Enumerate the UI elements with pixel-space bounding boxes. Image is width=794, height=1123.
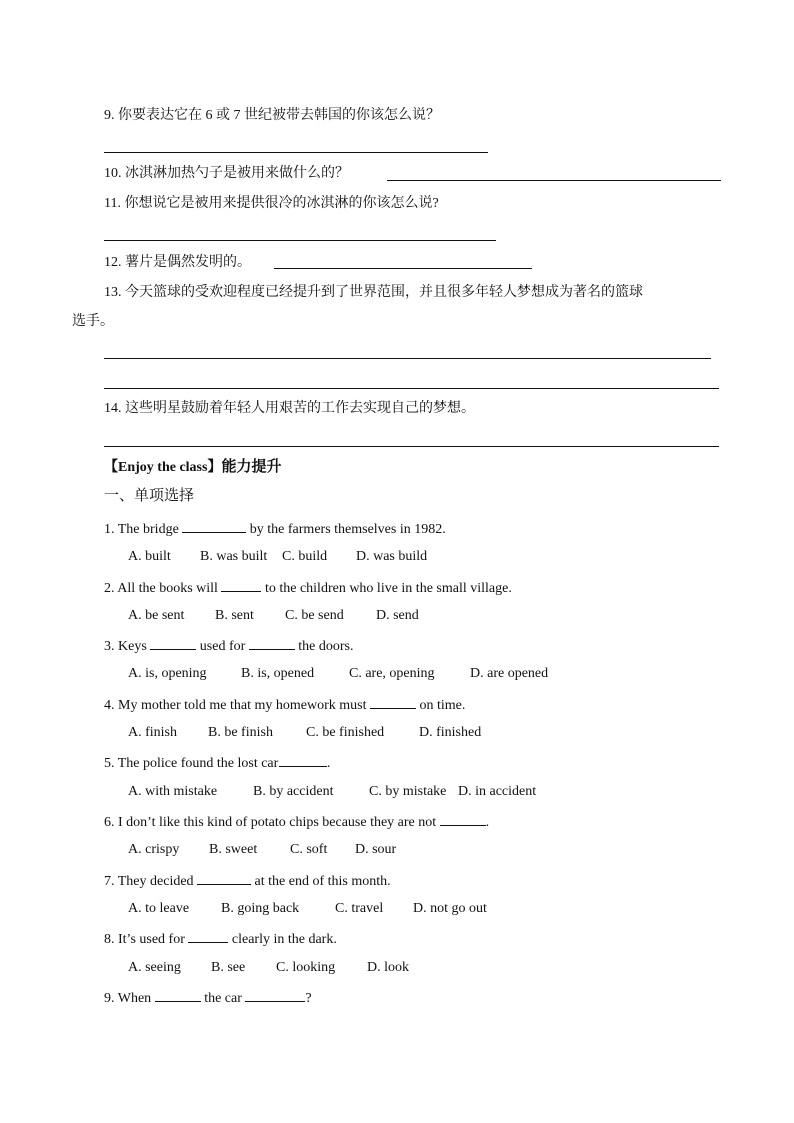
question-2-stem-before: 2. All the books will [104,581,218,596]
question-9-blank-2[interactable] [245,987,305,1002]
question-6-options [128,840,396,860]
question-3 [104,635,354,657]
question-1-option-b[interactable]: B. was built [200,549,268,564]
question-7-option-d[interactable]: D. not go out [413,901,487,916]
question-2-stem-after: to the children who live in the small village. [264,581,512,596]
question-7 [104,870,391,892]
question-4-option-a[interactable]: A. finish [128,725,177,740]
translation-q10 [104,164,349,184]
question-7-options [128,899,487,919]
answer-line-q12[interactable] [274,268,532,269]
answer-line-q11[interactable] [104,240,496,241]
question-1-option-a[interactable]: A. built [128,549,171,564]
question-7-option-b[interactable]: B. going back [221,901,300,916]
question-1-blank[interactable] [182,518,246,533]
answer-line-q13-b[interactable] [104,388,719,389]
question-8-option-b[interactable]: B. see [211,960,246,975]
question-1-stem-after: by the farmers themselves in 1982. [249,522,446,537]
section-header-cn: 能力提升 [221,459,282,475]
question-3-options [128,664,548,684]
question-6-stem-before: 6. I don’t like this kind of potato chips because they are not [104,815,437,830]
question-3-stem-mid: used for [199,639,246,654]
question-1-options [128,547,427,567]
question-4-option-d[interactable]: D. finished [419,725,482,740]
question-8-stem-after: clearly in the dark. [231,932,337,947]
question-7-option-c[interactable]: C. travel [335,901,384,916]
question-5-options [128,782,536,802]
question-5-blank[interactable] [279,752,327,767]
question-4-stem-before: 4. My mother told me that my homework must [104,698,367,713]
question-6-option-a[interactable]: A. crispy [128,842,180,857]
question-3-stem-before: 3. Keys [104,639,147,654]
question-3-option-b[interactable]: B. is, opened [241,666,315,681]
question-8-blank[interactable] [188,928,228,943]
question-6-stem-after: . [485,815,490,830]
question-6-option-c[interactable]: C. soft [290,842,328,857]
section-header-en: Enjoy the class [118,460,208,475]
answer-line-q9[interactable] [104,152,488,153]
question-4-blank[interactable] [370,694,416,709]
question-7-option-a[interactable]: A. to leave [128,901,190,916]
question-9-stem-after: ? [305,991,312,1006]
question-1-option-c[interactable]: C. build [282,549,328,564]
question-8-option-d[interactable]: D. look [367,960,409,975]
question-4-stem-after: on time. [419,698,466,713]
translation-q13-line2: 选手。 [72,314,114,329]
question-5-stem-after: . [326,756,331,771]
question-6-option-b[interactable]: B. sweet [209,842,258,857]
question-9-blank-1[interactable] [155,987,201,1002]
question-2-blank[interactable] [221,577,261,592]
answer-line-q13-a[interactable] [104,358,711,359]
question-7-stem-after: at the end of this month. [254,874,391,889]
question-5-option-c[interactable]: C. by mistake [369,784,447,799]
question-8-stem-before: 8. It’s used for [104,932,185,947]
question-3-stem-after: the doors. [298,639,354,654]
question-6-blank[interactable] [440,811,486,826]
question-5-stem-before: 5. The police found the lost car [104,756,279,771]
question-7-blank[interactable] [197,870,251,885]
question-2-options [128,606,419,626]
question-3-blank-1[interactable] [150,635,196,650]
question-4-option-b[interactable]: B. be finish [208,725,273,740]
question-1-stem-before: 1. The bridge [104,522,179,537]
question-4-options [128,723,481,743]
question-2-option-b[interactable]: B. sent [215,608,254,623]
question-3-option-d[interactable]: D. are opened [470,666,549,681]
question-9-stem-mid: the car [204,991,242,1006]
question-5-option-a[interactable]: A. with mistake [128,784,218,799]
question-2 [104,577,512,599]
section-header-bracket-open: 【 [104,460,118,475]
answer-line-q14[interactable] [104,446,719,447]
question-1 [104,518,446,540]
question-4 [104,694,465,716]
question-6-option-d[interactable]: D. sour [355,842,397,857]
question-5-option-d[interactable]: D. in accident [458,784,537,799]
answer-line-q10[interactable] [387,180,721,181]
question-3-blank-2[interactable] [249,635,295,650]
question-5-option-b[interactable]: B. by accident [253,784,334,799]
question-1-option-d[interactable]: D. was build [356,549,428,564]
question-3-option-a[interactable]: A. is, opening [128,666,207,681]
question-8-option-a[interactable]: A. seeing [128,960,181,975]
section-header [104,457,281,478]
question-2-option-c[interactable]: C. be send [285,608,344,623]
question-2-option-d[interactable]: D. send [376,608,419,623]
section-header-bracket-close: 】 [207,460,222,475]
question-9-stem-before: 9. When [104,991,152,1006]
question-3-option-c[interactable]: C. are, opening [349,666,435,681]
translation-q11: 11. 你想说它是被用来提供很冷的冰淇淋的你该怎么说? [104,196,439,211]
question-6 [104,811,489,833]
question-8-options [128,958,409,978]
question-4-option-c[interactable]: C. be finished [306,725,385,740]
translation-q9: 9. 你要表达它在 6 或 7 世纪被带去韩国的你该怎么说？ [104,108,440,123]
section-subheader: 一、单项选择 [104,488,195,504]
question-5 [104,752,330,774]
question-9 [104,987,312,1009]
translation-q10-text: 10. 冰淇淋加热勺子是被用来做什么的？ [104,166,349,181]
question-8 [104,928,337,950]
question-7-stem-before: 7. They decided [104,874,194,889]
translation-q14: 14. 这些明星鼓励着年轻人用艰苦的工作去实现自己的梦想。 [104,401,475,416]
translation-q13-line1: 13. 今天篮球的受欢迎程度已经提升到了世界范围，并且很多年轻人梦想成为著名的篮球 [104,285,643,300]
question-2-option-a[interactable]: A. be sent [128,608,185,623]
translation-q12: 12. 薯片是偶然发明的。 [104,255,251,270]
question-8-option-c[interactable]: C. looking [276,960,336,975]
